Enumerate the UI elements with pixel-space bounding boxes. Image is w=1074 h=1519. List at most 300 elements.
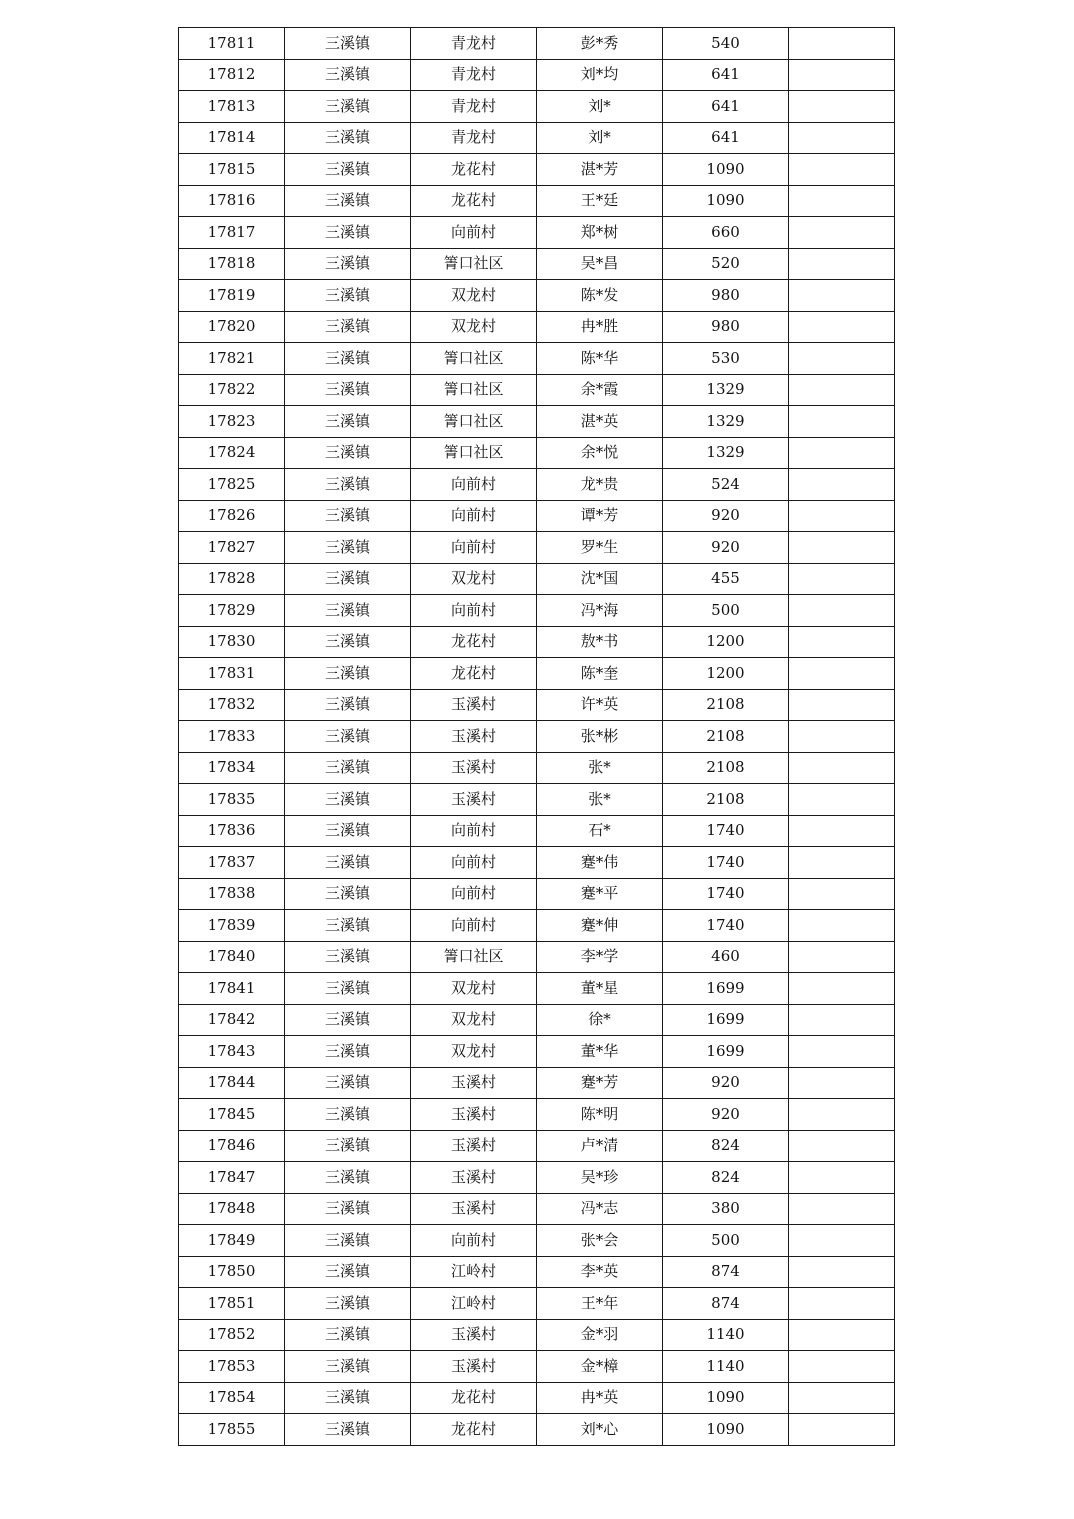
cell-town: 三溪镇 (285, 784, 411, 816)
cell-town: 三溪镇 (285, 343, 411, 375)
cell-name: 龙*贵 (537, 469, 663, 501)
cell-village: 向前村 (411, 878, 537, 910)
cell-amount: 920 (663, 1099, 789, 1131)
cell-serial-number: 17842 (179, 1004, 285, 1036)
table-row (179, 532, 895, 564)
cell-note (789, 248, 895, 280)
cell-amount: 1090 (663, 1382, 789, 1414)
cell-village: 江岭村 (411, 1288, 537, 1320)
table-row (179, 626, 895, 658)
cell-note (789, 406, 895, 438)
cell-amount: 530 (663, 343, 789, 375)
cell-town: 三溪镇 (285, 532, 411, 564)
table-row (179, 1130, 895, 1162)
cell-note (789, 1099, 895, 1131)
cell-note (789, 721, 895, 753)
cell-village: 龙花村 (411, 185, 537, 217)
cell-town: 三溪镇 (285, 878, 411, 910)
table-row (179, 374, 895, 406)
cell-village: 玉溪村 (411, 1099, 537, 1131)
cell-note (789, 500, 895, 532)
cell-name: 许*英 (537, 689, 663, 721)
cell-note (789, 689, 895, 721)
cell-serial-number: 17829 (179, 595, 285, 627)
cell-serial-number: 17813 (179, 91, 285, 123)
table-row (179, 122, 895, 154)
cell-village: 玉溪村 (411, 1351, 537, 1383)
cell-village: 玉溪村 (411, 689, 537, 721)
cell-town: 三溪镇 (285, 1067, 411, 1099)
table-row (179, 721, 895, 753)
table-row (179, 689, 895, 721)
cell-name: 石* (537, 815, 663, 847)
cell-town: 三溪镇 (285, 437, 411, 469)
cell-town: 三溪镇 (285, 122, 411, 154)
cell-note (789, 311, 895, 343)
cell-town: 三溪镇 (285, 154, 411, 186)
cell-note (789, 595, 895, 627)
cell-amount: 2108 (663, 689, 789, 721)
cell-name: 蹇*芳 (537, 1067, 663, 1099)
table-row (179, 1225, 895, 1257)
cell-amount: 641 (663, 122, 789, 154)
table-row (179, 847, 895, 879)
cell-serial-number: 17812 (179, 59, 285, 91)
cell-town: 三溪镇 (285, 374, 411, 406)
cell-town: 三溪镇 (285, 1225, 411, 1257)
table-row (179, 658, 895, 690)
cell-serial-number: 17824 (179, 437, 285, 469)
cell-name: 冉*胜 (537, 311, 663, 343)
cell-amount: 524 (663, 469, 789, 501)
cell-name: 冉*英 (537, 1382, 663, 1414)
cell-serial-number: 17853 (179, 1351, 285, 1383)
cell-town: 三溪镇 (285, 217, 411, 249)
table-row (179, 469, 895, 501)
cell-amount: 1090 (663, 1414, 789, 1446)
cell-note (789, 784, 895, 816)
cell-note (789, 626, 895, 658)
cell-note (789, 1288, 895, 1320)
cell-note (789, 1162, 895, 1194)
cell-town: 三溪镇 (285, 689, 411, 721)
cell-village: 向前村 (411, 815, 537, 847)
cell-amount: 920 (663, 1067, 789, 1099)
cell-name: 张*彬 (537, 721, 663, 753)
cell-town: 三溪镇 (285, 59, 411, 91)
cell-serial-number: 17825 (179, 469, 285, 501)
cell-amount: 641 (663, 59, 789, 91)
table-row (179, 1193, 895, 1225)
table-row (179, 154, 895, 186)
cell-village: 箐口社区 (411, 374, 537, 406)
cell-note (789, 1036, 895, 1068)
cell-amount: 1140 (663, 1351, 789, 1383)
cell-name: 湛*芳 (537, 154, 663, 186)
cell-town: 三溪镇 (285, 469, 411, 501)
cell-amount: 2108 (663, 721, 789, 753)
cell-note (789, 658, 895, 690)
cell-amount: 874 (663, 1288, 789, 1320)
cell-amount: 520 (663, 248, 789, 280)
cell-serial-number: 17843 (179, 1036, 285, 1068)
cell-name: 金*樟 (537, 1351, 663, 1383)
cell-town: 三溪镇 (285, 1414, 411, 1446)
cell-serial-number: 17834 (179, 752, 285, 784)
cell-village: 玉溪村 (411, 1162, 537, 1194)
cell-amount: 1329 (663, 406, 789, 438)
cell-village: 玉溪村 (411, 721, 537, 753)
cell-name: 王*廷 (537, 185, 663, 217)
cell-serial-number: 17847 (179, 1162, 285, 1194)
cell-amount: 1740 (663, 910, 789, 942)
cell-amount: 1140 (663, 1319, 789, 1351)
cell-village: 玉溪村 (411, 1067, 537, 1099)
cell-serial-number: 17854 (179, 1382, 285, 1414)
table-row (179, 1099, 895, 1131)
cell-note (789, 1004, 895, 1036)
cell-serial-number: 17844 (179, 1067, 285, 1099)
cell-village: 箐口社区 (411, 941, 537, 973)
cell-amount: 980 (663, 280, 789, 312)
cell-town: 三溪镇 (285, 500, 411, 532)
cell-note (789, 28, 895, 60)
cell-town: 三溪镇 (285, 626, 411, 658)
cell-town: 三溪镇 (285, 752, 411, 784)
cell-note (789, 91, 895, 123)
cell-serial-number: 17845 (179, 1099, 285, 1131)
cell-amount: 500 (663, 595, 789, 627)
table-row (179, 1319, 895, 1351)
cell-amount: 824 (663, 1162, 789, 1194)
cell-note (789, 1414, 895, 1446)
cell-serial-number: 17831 (179, 658, 285, 690)
cell-note (789, 59, 895, 91)
cell-village: 青龙村 (411, 91, 537, 123)
cell-amount: 1699 (663, 1004, 789, 1036)
table-row (179, 1288, 895, 1320)
cell-serial-number: 17851 (179, 1288, 285, 1320)
cell-serial-number: 17839 (179, 910, 285, 942)
table-body (179, 28, 895, 1446)
table-row (179, 217, 895, 249)
cell-village: 向前村 (411, 910, 537, 942)
cell-name: 沈*国 (537, 563, 663, 595)
cell-serial-number: 17818 (179, 248, 285, 280)
table-row (179, 280, 895, 312)
cell-note (789, 752, 895, 784)
cell-town: 三溪镇 (285, 1319, 411, 1351)
cell-town: 三溪镇 (285, 28, 411, 60)
cell-amount: 920 (663, 500, 789, 532)
cell-town: 三溪镇 (285, 658, 411, 690)
table-row (179, 1036, 895, 1068)
cell-name: 蹇*伸 (537, 910, 663, 942)
cell-note (789, 1067, 895, 1099)
cell-serial-number: 17849 (179, 1225, 285, 1257)
cell-note (789, 343, 895, 375)
table-row (179, 563, 895, 595)
cell-serial-number: 17855 (179, 1414, 285, 1446)
cell-village: 双龙村 (411, 280, 537, 312)
cell-note (789, 563, 895, 595)
cell-village: 玉溪村 (411, 1130, 537, 1162)
cell-serial-number: 17835 (179, 784, 285, 816)
cell-name: 张* (537, 784, 663, 816)
cell-village: 龙花村 (411, 1382, 537, 1414)
cell-serial-number: 17811 (179, 28, 285, 60)
cell-village: 双龙村 (411, 1036, 537, 1068)
table-row (179, 815, 895, 847)
cell-village: 双龙村 (411, 563, 537, 595)
cell-amount: 980 (663, 311, 789, 343)
cell-amount: 380 (663, 1193, 789, 1225)
cell-name: 李*学 (537, 941, 663, 973)
cell-serial-number: 17828 (179, 563, 285, 595)
cell-name: 刘* (537, 122, 663, 154)
cell-town: 三溪镇 (285, 248, 411, 280)
cell-note (789, 437, 895, 469)
cell-note (789, 280, 895, 312)
table-row (179, 248, 895, 280)
cell-note (789, 910, 895, 942)
cell-note (789, 1225, 895, 1257)
cell-town: 三溪镇 (285, 1004, 411, 1036)
cell-town: 三溪镇 (285, 1130, 411, 1162)
cell-name: 金*羽 (537, 1319, 663, 1351)
cell-town: 三溪镇 (285, 595, 411, 627)
cell-village: 龙花村 (411, 1414, 537, 1446)
cell-name: 湛*英 (537, 406, 663, 438)
cell-note (789, 1382, 895, 1414)
cell-name: 冯*志 (537, 1193, 663, 1225)
table-row (179, 59, 895, 91)
cell-serial-number: 17815 (179, 154, 285, 186)
cell-name: 董*华 (537, 1036, 663, 1068)
table-row (179, 595, 895, 627)
cell-name: 刘*心 (537, 1414, 663, 1446)
cell-name: 徐* (537, 1004, 663, 1036)
cell-name: 李*英 (537, 1256, 663, 1288)
table-row (179, 311, 895, 343)
cell-name: 张* (537, 752, 663, 784)
cell-serial-number: 17836 (179, 815, 285, 847)
cell-name: 陈*明 (537, 1099, 663, 1131)
table-row (179, 91, 895, 123)
cell-village: 玉溪村 (411, 1193, 537, 1225)
cell-village: 箐口社区 (411, 343, 537, 375)
cell-amount: 540 (663, 28, 789, 60)
cell-village: 青龙村 (411, 28, 537, 60)
cell-village: 向前村 (411, 1225, 537, 1257)
table-row (179, 185, 895, 217)
cell-town: 三溪镇 (285, 1036, 411, 1068)
cell-village: 向前村 (411, 595, 537, 627)
cell-amount: 455 (663, 563, 789, 595)
cell-village: 龙花村 (411, 658, 537, 690)
cell-note (789, 815, 895, 847)
table-row (179, 941, 895, 973)
table-row (179, 1067, 895, 1099)
cell-note (789, 878, 895, 910)
cell-town: 三溪镇 (285, 406, 411, 438)
cell-serial-number: 17830 (179, 626, 285, 658)
cell-serial-number: 17817 (179, 217, 285, 249)
cell-serial-number: 17823 (179, 406, 285, 438)
cell-village: 双龙村 (411, 973, 537, 1005)
cell-serial-number: 17816 (179, 185, 285, 217)
cell-amount: 1699 (663, 1036, 789, 1068)
cell-village: 龙花村 (411, 154, 537, 186)
table-row (179, 1414, 895, 1446)
cell-note (789, 1319, 895, 1351)
table-row (179, 406, 895, 438)
cell-note (789, 532, 895, 564)
cell-name: 王*年 (537, 1288, 663, 1320)
table-row (179, 752, 895, 784)
cell-amount: 1329 (663, 437, 789, 469)
table-row (179, 1004, 895, 1036)
cell-name: 敖*书 (537, 626, 663, 658)
cell-town: 三溪镇 (285, 1351, 411, 1383)
cell-name: 吴*昌 (537, 248, 663, 280)
cell-amount: 460 (663, 941, 789, 973)
cell-name: 陈*发 (537, 280, 663, 312)
cell-name: 罗*生 (537, 532, 663, 564)
cell-name: 冯*海 (537, 595, 663, 627)
cell-town: 三溪镇 (285, 311, 411, 343)
cell-note (789, 941, 895, 973)
cell-serial-number: 17819 (179, 280, 285, 312)
cell-note (789, 374, 895, 406)
cell-serial-number: 17820 (179, 311, 285, 343)
cell-note (789, 973, 895, 1005)
cell-serial-number: 17837 (179, 847, 285, 879)
cell-town: 三溪镇 (285, 280, 411, 312)
cell-serial-number: 17821 (179, 343, 285, 375)
cell-village: 江岭村 (411, 1256, 537, 1288)
table-row (179, 28, 895, 60)
cell-village: 箐口社区 (411, 248, 537, 280)
cell-amount: 920 (663, 532, 789, 564)
cell-village: 箐口社区 (411, 437, 537, 469)
cell-amount: 500 (663, 1225, 789, 1257)
cell-serial-number: 17846 (179, 1130, 285, 1162)
cell-town: 三溪镇 (285, 185, 411, 217)
cell-note (789, 1193, 895, 1225)
cell-name: 彭*秀 (537, 28, 663, 60)
cell-amount: 1329 (663, 374, 789, 406)
cell-name: 吴*珍 (537, 1162, 663, 1194)
cell-name: 余*霞 (537, 374, 663, 406)
cell-amount: 1699 (663, 973, 789, 1005)
cell-note (789, 1351, 895, 1383)
cell-name: 陈*奎 (537, 658, 663, 690)
table-row (179, 343, 895, 375)
cell-serial-number: 17832 (179, 689, 285, 721)
cell-town: 三溪镇 (285, 1256, 411, 1288)
table-row (179, 1382, 895, 1414)
cell-amount: 874 (663, 1256, 789, 1288)
cell-name: 刘* (537, 91, 663, 123)
cell-serial-number: 17814 (179, 122, 285, 154)
cell-serial-number: 17838 (179, 878, 285, 910)
cell-amount: 641 (663, 91, 789, 123)
cell-name: 余*悦 (537, 437, 663, 469)
table-row (179, 910, 895, 942)
cell-serial-number: 17850 (179, 1256, 285, 1288)
cell-serial-number: 17840 (179, 941, 285, 973)
cell-village: 向前村 (411, 847, 537, 879)
cell-town: 三溪镇 (285, 941, 411, 973)
cell-village: 箐口社区 (411, 406, 537, 438)
cell-town: 三溪镇 (285, 973, 411, 1005)
table-row (179, 500, 895, 532)
cell-note (789, 122, 895, 154)
data-table (178, 27, 895, 1446)
cell-town: 三溪镇 (285, 910, 411, 942)
cell-name: 谭*芳 (537, 500, 663, 532)
cell-note (789, 847, 895, 879)
table-row (179, 878, 895, 910)
cell-note (789, 154, 895, 186)
cell-village: 向前村 (411, 217, 537, 249)
cell-town: 三溪镇 (285, 721, 411, 753)
cell-village: 向前村 (411, 532, 537, 564)
cell-town: 三溪镇 (285, 1288, 411, 1320)
table-row (179, 1162, 895, 1194)
table-row (179, 1351, 895, 1383)
cell-name: 刘*均 (537, 59, 663, 91)
cell-village: 双龙村 (411, 1004, 537, 1036)
cell-name: 张*会 (537, 1225, 663, 1257)
cell-note (789, 1256, 895, 1288)
cell-amount: 1090 (663, 185, 789, 217)
cell-village: 玉溪村 (411, 784, 537, 816)
cell-amount: 1200 (663, 658, 789, 690)
cell-amount: 1740 (663, 847, 789, 879)
cell-amount: 1200 (663, 626, 789, 658)
cell-amount: 660 (663, 217, 789, 249)
cell-serial-number: 17841 (179, 973, 285, 1005)
cell-town: 三溪镇 (285, 815, 411, 847)
cell-name: 郑*树 (537, 217, 663, 249)
cell-note (789, 469, 895, 501)
cell-town: 三溪镇 (285, 563, 411, 595)
table-row (179, 973, 895, 1005)
cell-town: 三溪镇 (285, 1193, 411, 1225)
cell-town: 三溪镇 (285, 1162, 411, 1194)
table-row (179, 437, 895, 469)
cell-town: 三溪镇 (285, 1382, 411, 1414)
cell-name: 董*星 (537, 973, 663, 1005)
cell-village: 玉溪村 (411, 1319, 537, 1351)
cell-name: 蹇*伟 (537, 847, 663, 879)
cell-amount: 1740 (663, 878, 789, 910)
table-row (179, 784, 895, 816)
cell-note (789, 1130, 895, 1162)
cell-serial-number: 17852 (179, 1319, 285, 1351)
cell-name: 陈*华 (537, 343, 663, 375)
cell-amount: 2108 (663, 752, 789, 784)
cell-amount: 1090 (663, 154, 789, 186)
cell-village: 龙花村 (411, 626, 537, 658)
cell-village: 向前村 (411, 500, 537, 532)
cell-amount: 1740 (663, 815, 789, 847)
cell-village: 青龙村 (411, 59, 537, 91)
cell-serial-number: 17822 (179, 374, 285, 406)
cell-serial-number: 17827 (179, 532, 285, 564)
